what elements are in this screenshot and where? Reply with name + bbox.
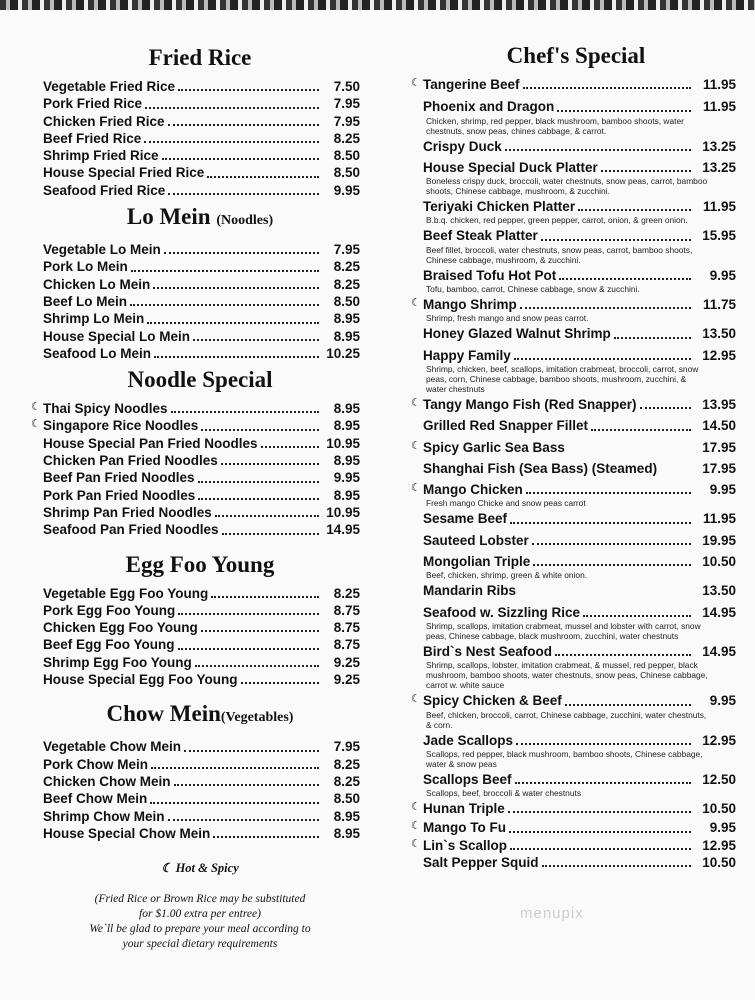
- menu-item: Happy Family 12.95: [423, 347, 736, 363]
- hot-pepper-icon: ☾: [411, 801, 421, 814]
- hot-pepper-icon: ☾: [31, 418, 41, 431]
- menu-item: Crispy Duck 13.25: [423, 138, 736, 154]
- menu-item: Scallops Beef 12.50: [423, 771, 736, 787]
- menu-item: House Special Duck Platter 13.25: [423, 159, 736, 175]
- menu-item: ☾ Spicy Garlic Sea Bass 17.95: [411, 439, 736, 455]
- menu-item: House Special Chow Mein 8.95: [43, 825, 360, 841]
- decorative-top-border: [0, 0, 755, 10]
- hot-pepper-icon: ☾: [411, 297, 421, 310]
- menu-item: Sesame Beef 11.95: [423, 511, 736, 527]
- menu-item: Shrimp Chow Mein 8.95: [43, 808, 360, 824]
- hot-pepper-icon: ☾: [411, 820, 421, 833]
- menu-item: Vegetable Egg Foo Young 8.25: [43, 585, 360, 601]
- menu-item: ☾ Mango Chicken 9.95: [411, 482, 736, 498]
- section-title-lo-mein: Lo Mein (Noodles): [126, 204, 274, 230]
- menu-item: Mongolian Triple 10.50: [423, 554, 736, 570]
- fried-rice-list: [40, 78, 360, 199]
- menu-item: Chicken Fried Rice 7.95: [43, 113, 360, 129]
- menu-item: Pork Lo Mein 8.25: [43, 259, 360, 275]
- menu-item: Vegetable Lo Mein 7.95: [43, 242, 360, 258]
- menu-item: Seafood Pan Fried Noodles 14.95: [43, 522, 360, 538]
- item-description: Shrimp, scallops, imitation crabmeat, mussel and lobster with carrot, snow peas, Chinese cabbage, black mushroom, zucchini, water chestnuts: [426, 620, 701, 641]
- menu-item: Chicken Pan Fried Noodles 8.95: [43, 453, 360, 469]
- substitution-note: (Fried Rice or Brown Rice may be substituted for $1.00 extra per entree) We`ll be glad to prepare your meal according to your special dietary requirements: [89, 893, 311, 950]
- menu-item: Pork Fried Rice 7.95: [43, 96, 360, 112]
- item-description: Beef, chicken, broccoli, carrot, Chinese cabbage, zucchini, water chestnuts, & corn.: [426, 709, 707, 730]
- spicy-legend: ☾ Hot & Spicy: [161, 861, 239, 875]
- menu-item: ☾ Singapore Rice Noodles 8.95: [31, 418, 360, 434]
- menu-item: House Special Fried Rice 8.50: [43, 165, 360, 181]
- item-description: Boneless crispy duck, broccoli, water chestnuts, snow peas, carrot, bamboo shoots, Chinese cabbage, mushroom, & zucchini.: [426, 176, 708, 197]
- menu-item: ☾ Lin`s Scallop 12.95: [411, 837, 736, 853]
- menu-item: Seafood Fried Rice 9.95: [43, 182, 360, 198]
- item-description: B.b.q. chicken, red pepper, green pepper, carrot, onion, & green onion.: [426, 215, 688, 226]
- menu-item: Seafood Lo Mein 10.25: [43, 345, 360, 361]
- menu-item: Phoenix and Dragon 11.95: [423, 99, 736, 115]
- hot-pepper-icon: ☾: [411, 439, 421, 452]
- item-description: Scallops, beef, broccoli & water chestnuts: [426, 788, 582, 799]
- item-description: Shrimp, chicken, beef, scallops, imitation crabmeat, broccoli, carrot, snow peas, corn, Chinese cabbage, bamboo shoots, mushroom, zucchini, & water chestnuts: [426, 363, 699, 394]
- right-column: [411, 38, 736, 871]
- menu-item: Beef Lo Mein 8.50: [43, 293, 360, 309]
- noodle-special-list: [31, 400, 360, 538]
- menu-item: Beef Fried Rice 8.25: [43, 130, 360, 146]
- menu-item: Jade Scallops 12.95: [423, 732, 736, 748]
- section-title-chefs-special: Chef's Special: [506, 43, 646, 68]
- item-description: Scallops, red pepper, black mushroom, bamboo shoots, Chinese cabbage, water & snow peas: [426, 748, 703, 769]
- menu-item: Vegetable Fried Rice 7.50: [43, 79, 360, 94]
- menu-item: Beef Pan Fried Noodles 9.95: [43, 470, 360, 486]
- hot-pepper-icon: ☾: [411, 693, 421, 706]
- chefs-special-list: [411, 76, 736, 871]
- item-description: Chicken, shrimp, red pepper, black mushroom, bamboo shoots, water chestnuts, snow peas, chines cabbage, & carrot.: [426, 115, 684, 136]
- left-column: [31, 40, 360, 842]
- item-description: Shrimp, fresh mango and snow peas carrot.: [426, 313, 589, 324]
- menu-item: Shrimp Lo Mein 8.95: [43, 311, 360, 327]
- menu-item: Mandarin Ribs 13.50: [423, 583, 736, 599]
- menu-item: Chicken Egg Foo Young 8.75: [43, 620, 360, 636]
- menu-item: Salt Pepper Squid 10.50: [423, 855, 736, 871]
- item-description: Shrimp, scallops, lobster, imitation crabmeat, & mussel, red pepper, black mushroom, bamboo shoots, water chestnuts, snow peas, Chinese cabbage, carrot w. white sauce: [426, 660, 708, 691]
- menu-item: Beef Chow Mein 8.50: [43, 791, 360, 807]
- item-description: Beef, chicken, shrimp, green & white onion.: [426, 570, 588, 581]
- menu-item: Braised Tofu Hot Pot 9.95: [423, 267, 736, 283]
- menu-item: Pork Pan Fried Noodles 8.95: [43, 487, 360, 503]
- menu-item: Shrimp Fried Rice 8.50: [43, 148, 360, 164]
- menu-item: House Special Lo Mein 8.95: [43, 328, 360, 344]
- menu-item: Beef Steak Platter 15.95: [423, 228, 736, 244]
- menu-item: House Special Pan Fried Noodles 10.95: [43, 435, 360, 451]
- menu-item: Beef Egg Foo Young 8.75: [43, 637, 360, 653]
- menu-item: ☾ Spicy Chicken & Beef 9.95: [411, 693, 736, 709]
- menu-item: Pork Chow Mein 8.25: [43, 756, 360, 772]
- menu-item: ☾ Mango To Fu 9.95: [411, 820, 736, 836]
- item-description: Tofu, bamboo, carrot, Chinese cabbage, snow & zucchini.: [426, 284, 640, 295]
- item-description: Beef fillet, broccoli, water chestnuts, snow peas, carrot, bamboo shoots, Chinese cabbage, mushroom, & zucchini.: [426, 244, 693, 265]
- section-title-egg-foo-young: Egg Foo Young: [125, 551, 275, 577]
- menu-item: ☾ Hunan Triple 10.50: [411, 801, 736, 817]
- menu-item: Shrimp Egg Foo Young 9.25: [43, 654, 360, 670]
- menu-item: Chicken Lo Mein 8.25: [43, 276, 360, 292]
- section-title-chow-mein: Chow Mein(Vegetables): [106, 701, 294, 727]
- menu-item: ☾ Thai Spicy Noodles 8.95: [31, 401, 360, 417]
- menu-item: Sauteed Lobster 19.95: [423, 532, 736, 548]
- item-description: Fresh mango Chicke and snow peas carrot: [426, 498, 586, 509]
- menu-item: Chicken Chow Mein 8.25: [43, 773, 360, 789]
- hot-pepper-icon: ☾: [411, 77, 421, 89]
- menu-item: ☾ Tangerine Beef 11.95: [411, 77, 736, 92]
- menu-item: Shrimp Pan Fried Noodles 10.95: [43, 504, 360, 520]
- hot-pepper-icon: ☾: [411, 396, 421, 409]
- menu-item: Vegetable Chow Mein 7.95: [43, 739, 360, 755]
- chow-mein-list: [40, 738, 360, 842]
- menu-item: Bird`s Nest Seafood 14.95: [423, 643, 736, 659]
- section-title-fried-rice: Fried Rice: [148, 45, 252, 70]
- menu-item: ☾ Tangy Mango Fish (Red Snapper) 13.95: [411, 396, 736, 412]
- menu-item: Honey Glazed Walnut Shrimp 13.50: [423, 326, 736, 342]
- section-title-noodle-special: Noodle Special: [127, 367, 273, 393]
- menu-item: Shanghai Fish (Sea Bass) (Steamed) 17.95: [423, 460, 736, 476]
- hot-pepper-icon: ☾: [411, 837, 421, 850]
- hot-pepper-icon: ☾: [411, 482, 421, 495]
- footer-notes: [40, 860, 360, 952]
- lo-mein-list: [40, 241, 360, 362]
- menu-item: Grilled Red Snapper Fillet 14.50: [423, 418, 736, 434]
- egg-foo-young-list: [40, 585, 360, 689]
- hot-pepper-icon: ☾: [161, 861, 173, 875]
- menu-item: House Special Egg Foo Young 9.25: [43, 672, 360, 688]
- watermark: menupix: [520, 905, 584, 922]
- hot-pepper-icon: ☾: [31, 401, 41, 414]
- menu-item: Seafood w. Sizzling Rice 14.95: [423, 604, 736, 620]
- menu-item: ☾ Mango Shrimp 11.75: [411, 297, 736, 313]
- menu-item: Teriyaki Chicken Platter 11.95: [423, 199, 736, 215]
- menu-item: Pork Egg Foo Young 8.75: [43, 602, 360, 618]
